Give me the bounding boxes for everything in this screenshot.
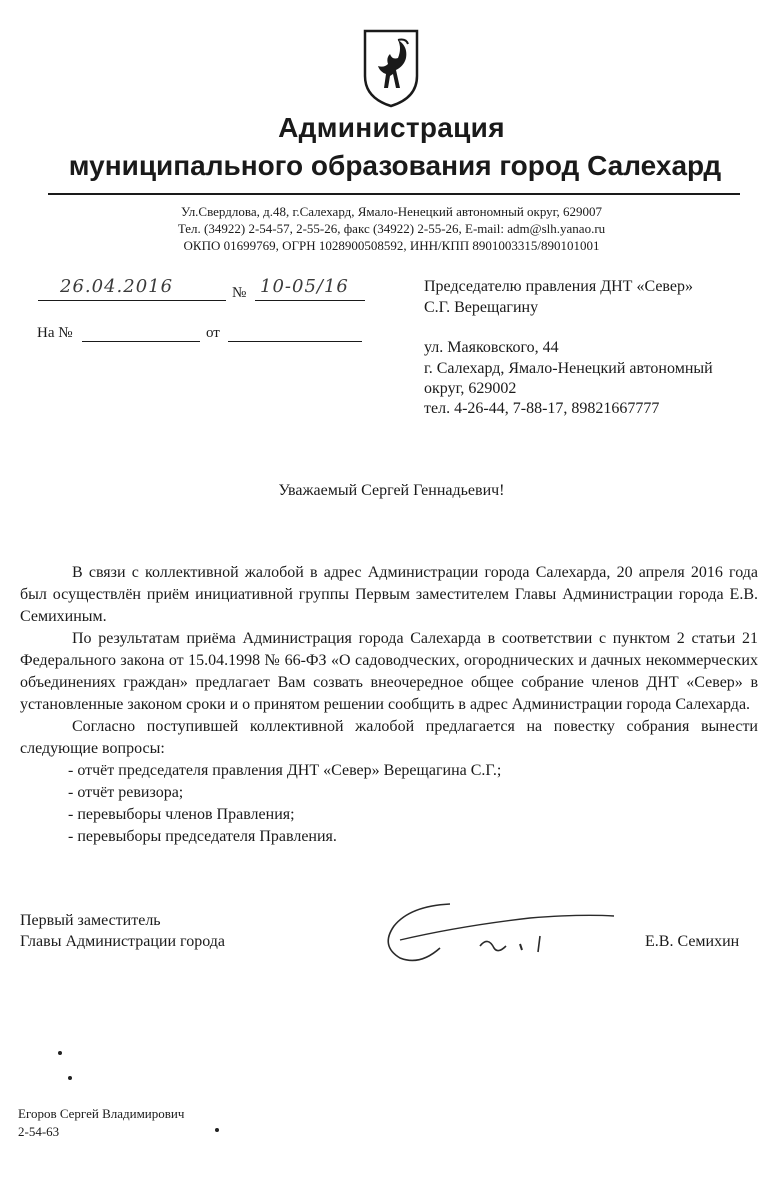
signer-position-line1: Первый заместитель [20,912,161,929]
agenda-item: - перевыборы членов Правления; [68,806,295,823]
organization-name-line1: Администрация [278,112,505,143]
recipient-name: С.Г. Верещагину [424,299,539,316]
reply-number-line [82,341,200,342]
signer-position-line2: Главы Администрации города [20,933,225,950]
reply-date-line [228,341,362,342]
reply-from-label: от [206,325,220,341]
date-line [38,300,226,301]
scan-speck [58,1051,62,1055]
number-line [255,300,365,301]
outgoing-number: 10-05/16 [260,276,349,297]
recipient-street: ул. Маяковского, 44 [424,339,559,356]
signer-name: Е.В. Семихин [645,933,740,950]
scan-speck [215,1128,219,1132]
letterhead-divider [48,193,740,195]
recipient-region: округ, 629002 [424,380,517,397]
organization-name-line2: муниципального образования город Салехард [68,150,722,181]
outgoing-date: 26.04.2016 [60,276,174,297]
body-paragraph-2: По результатам приёма Администрация города Салехарда в соответствии с пунктом 2 статьи 21 Федерального закона от 15.04.1998 № 66-ФЗ «О садоводческих, огороднических и дачных некоммерческих объединениях граждан» предлагает Вам созвать внеочередное общее собрание членов ДНТ «Север» в установленные законом сроки и о принятом решении сообщить в адрес Администрации города Салехарда. [20,630,758,713]
body-paragraph-3: Согласно поступившей коллективной жалобой предлагается на повестку собрания вынести следующие вопросы: [20,718,758,757]
letter-body [20,562,758,848]
agenda-list [20,760,758,848]
handwritten-signature [370,896,620,976]
scan-speck [68,1076,72,1080]
agenda-item: - перевыборы председателя Правления. [68,828,337,845]
organization-phones: Тел. (34922) 2-54-57, 2-55-26, факс (34922) 2-55-26, E-mail: adm@slh.yanao.ru [177,221,606,236]
greeting: Уважаемый Сергей Геннадьевич! [278,482,505,499]
executor-phone: 2-54-63 [18,1124,60,1139]
recipient-phones: тел. 4-26-44, 7-88-17, 89821667777 [424,400,660,417]
organization-codes: ОКПО 01699769, ОГРН 1028900508592, ИНН/КПП 8901003315/890101001 [183,238,600,253]
agenda-item: - отчёт ревизора; [68,784,184,801]
executor-name: Егоров Сергей Владимирович [18,1106,185,1121]
recipient-city: г. Салехард, Ямало-Ненецкий автономный [424,360,713,377]
body-paragraph-1: В связи с коллективной жалобой в адрес Администрации города Салехарда, 20 апреля 2016 года был осуществлён приём инициативной группы Первым заместителем Главы Администрации города Е.В. Семихиным. [20,564,758,625]
fox-coat-of-arms-icon [362,28,420,108]
recipient-position: Председателю правления ДНТ «Север» [424,278,693,295]
number-sign: № [232,285,247,301]
organization-address: Ул.Свердлова, д.48, г.Салехард, Ямало-Ненецкий автономный округ, 629007 [180,204,603,219]
agenda-item: - отчёт председателя правления ДНТ «Север» Верещагина С.Г.; [68,762,502,779]
reply-to-label: На № [37,325,73,341]
